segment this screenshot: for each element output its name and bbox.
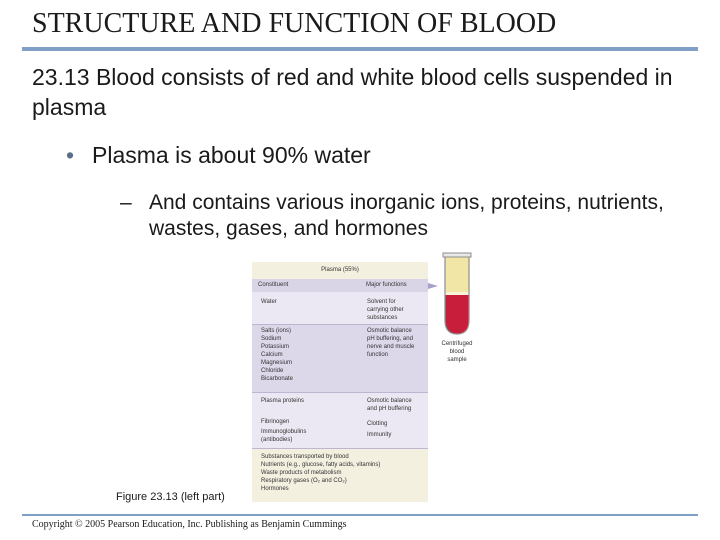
cell-function-fibrinogen: Clotting	[367, 421, 388, 427]
slide-heading: 23.13 Blood consists of red and white blood cells suspended in plasma	[32, 64, 673, 120]
cell-function-water: Solvent for carrying other substances	[367, 299, 404, 321]
figure-caption: Figure 23.13 (left part)	[116, 491, 225, 503]
cell-constituent-immunoglobulins: Immunoglobulins (antibodies)	[261, 429, 307, 443]
slide-title: STRUCTURE AND FUNCTION OF BLOOD	[32, 8, 557, 39]
tube-label: Centrifuged blood sample	[441, 341, 473, 363]
cell-constituent-fibrinogen: Fibrinogen	[261, 419, 290, 425]
cell-function-immunoglobulins: Immunity	[367, 432, 392, 438]
cell-constituent-substances: Substances transported by blood Nutrients (e.g., glucose, fatty acids, vitamins) Waste products of metabolism Respiratory gases (O₂ and CO₂) Hormones	[261, 454, 381, 492]
test-tube-icon	[442, 252, 472, 338]
bullet-1-text: Plasma is about 90% water	[92, 142, 371, 168]
copyright-notice: Copyright © 2005 Pearson Education, Inc. Publishing as Benjamin Cummings	[32, 519, 347, 530]
column-header-constituent: Constituent	[252, 279, 340, 292]
bullet-marker: •	[66, 142, 75, 168]
plasma-layer	[442, 252, 472, 292]
footer-rule	[22, 514, 698, 516]
cell-constituent-proteins: Plasma proteins	[261, 398, 305, 404]
cell-constituent-salts: Salts (ions) Sodium Potassium Calcium Magnesium Chloride Bicarbonate	[261, 328, 294, 382]
cell-layer	[442, 295, 472, 338]
row-separator	[252, 392, 428, 393]
bullet-level-1	[66, 142, 371, 169]
dash-marker: –	[120, 191, 132, 214]
pointer-arrow	[428, 283, 438, 289]
cell-function-salts: Osmotic balance pH buffering, and nerve and muscle function	[367, 328, 415, 358]
figure-header: Plasma (55%)	[321, 267, 359, 273]
row-separator	[252, 324, 428, 325]
row-separator	[252, 448, 428, 449]
cell-constituent-water: Water	[261, 299, 277, 305]
bullet-2-text: And contains various inorganic ions, proteins, nutrients, wastes, gases, and hormones	[149, 191, 664, 240]
title-rule	[22, 47, 698, 51]
bullet-level-2	[120, 190, 700, 242]
cell-function-proteins: Osmotic balance and pH buffering	[367, 398, 412, 412]
column-header-functions: Major functions	[340, 279, 428, 292]
